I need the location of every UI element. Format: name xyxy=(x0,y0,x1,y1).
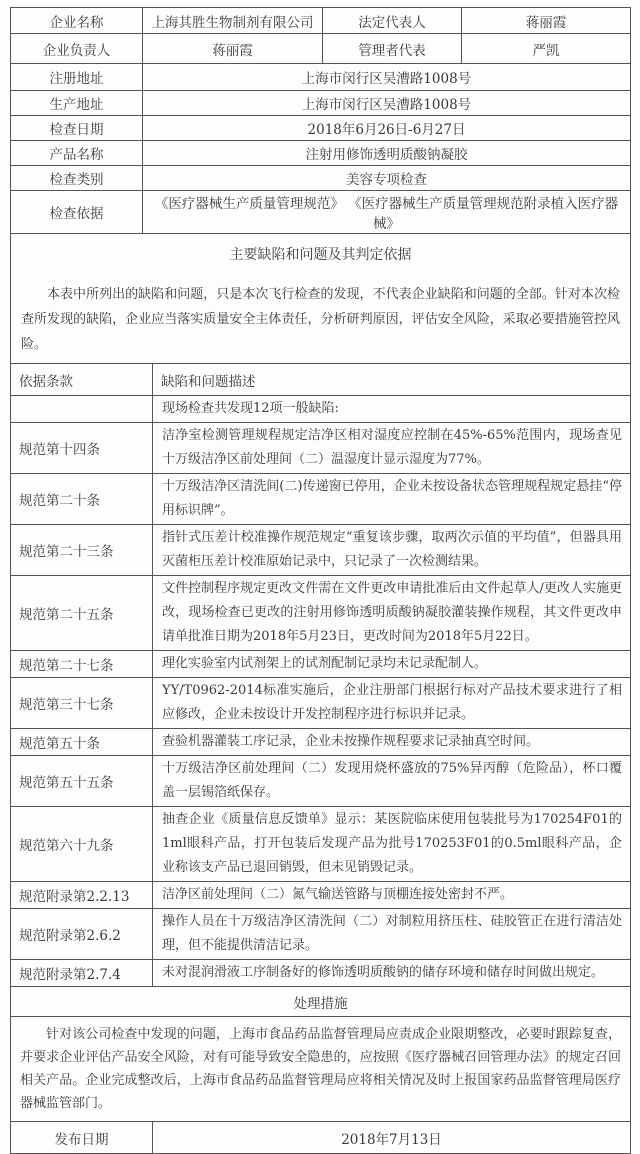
defects-summary: 现场检查共发现12项一般缺陷: xyxy=(153,396,631,423)
inspection-date-value: 2018年6月26日-6月27日 xyxy=(143,116,631,141)
enterprise-head-label: 企业负责人 xyxy=(11,34,143,64)
company-name-label: 企业名称 xyxy=(11,8,143,34)
description-cell: 文件控制程序规定更改文件需在文件更改申请批准后由文件起草人/更改人实施更改，现场检查已更改的注射用修饰透明质酸钠凝胶灌装操作规程，其文件更改申请单批准日期为2018年5月23日，更改时间为2018年5月22日。 xyxy=(153,576,631,651)
clause-column-header: 依据条款 xyxy=(11,364,153,396)
company-name-value: 上海其胜生物制剂有限公司 xyxy=(143,8,323,34)
table-row-defect xyxy=(11,423,631,474)
measures-paragraph: 针对该公司检查中发现的问题，上海市食品药品监督管理局应责成企业限期整改，必要时跟踪复查，并要求企业评估产品安全风险，对有可能导致安全隐患的，应按照《医疗器械召回管理办法》的规定召回相关产品。企业完成整改后，上海市食品药品监督管理局应将相关情况及时上报国家药品监督管理局医疗器械监管部门。 xyxy=(20,1027,621,1111)
release-date-value: 2018年7月13日 xyxy=(153,1122,631,1154)
description-column-header: 缺陷和问题描述 xyxy=(153,364,631,396)
table-row-inspection-type xyxy=(11,166,631,191)
table-row-defect xyxy=(11,576,631,651)
table-row-defect xyxy=(11,909,631,960)
inspection-basis-value: 《医疗器械生产质量管理规范》 《医疗器械生产质量管理规范附录植入医疗器械》 xyxy=(143,191,631,234)
clause-cell: 规范附录第2.6.2 xyxy=(11,909,153,960)
description-cell: 洁净室检测管理规程规定洁净区相对湿度应控制在45%-65%范围内，现场查见十万级洁净区前处理间（二）温湿度计显示湿度为77%。 xyxy=(153,423,631,474)
production-address-label: 生产地址 xyxy=(11,91,143,116)
table-row-defect xyxy=(11,882,631,909)
table-row-production-address xyxy=(11,91,631,116)
table-row-measures-body xyxy=(11,1017,631,1122)
registered-address-label: 注册地址 xyxy=(11,64,143,91)
table-row-inspection-date xyxy=(11,116,631,141)
inspection-basis-label: 检查依据 xyxy=(11,191,143,234)
description-cell: 抽查企业《质量信息反馈单》显示：某医院临床使用包装批号为170254F01的1ml眼科产品，打开包装后发现产品为批号170253F01的0.5ml眼科产品，企业称该支产品已退回销毁，但未见销毁记录。 xyxy=(153,807,631,882)
defects-intro-paragraph: 本表中所列出的缺陷和问题，只是本次飞行检查的发现，不代表企业缺陷和问题的全部。针对本次检查所发现的缺陷，企业应当落实质量安全主体责任，分析研判原因，评估安全风险，采取必要措施管控风险。 xyxy=(21,287,620,352)
clause-cell: 规范第十四条 xyxy=(11,423,153,474)
enterprise-head-value: 蒋丽霞 xyxy=(143,34,323,64)
description-cell: 十万级洁净区前处理间（二）发现用烧杯盛放的75%异丙醇（危险品），杯口覆盖一层锡箔纸保存。 xyxy=(153,756,631,807)
clause-cell: 规范第五十条 xyxy=(11,729,153,756)
table-row-company xyxy=(11,8,631,34)
table-row-defect xyxy=(11,807,631,882)
description-cell: 十万级洁净区清洗间(二)传递窗已停用，企业未按设备状态管理规程规定悬挂“停用标识牌”。 xyxy=(153,474,631,525)
clause-cell: 规范第五十五条 xyxy=(11,756,153,807)
table-row-defect xyxy=(11,960,631,987)
clause-cell: 规范第二十五条 xyxy=(11,576,153,651)
description-cell: 洁净区前处理间（二）氮气输送管路与顶棚连接处密封不严。 xyxy=(153,882,631,909)
description-cell: 理化实验室内试剂架上的试剂配制记录均未记录配制人。 xyxy=(153,651,631,678)
inspection-report-page xyxy=(0,7,640,1148)
defects-section-cell xyxy=(11,234,631,364)
clause-cell: 规范第二十七条 xyxy=(11,651,153,678)
table-row-defects-section xyxy=(11,234,631,364)
inspection-type-label: 检查类别 xyxy=(11,166,143,191)
table-row-responsible xyxy=(11,34,631,64)
release-date-label: 发布日期 xyxy=(11,1122,153,1154)
description-cell: 未对混润滑液工序制备好的修饰透明质酸钠的储存环境和储存时间做出规定。 xyxy=(153,960,631,987)
legal-rep-value: 蒋丽霞 xyxy=(462,8,631,34)
registered-address-value: 上海市闵行区吴漕路1008号 xyxy=(143,64,631,91)
inspection-report-table xyxy=(10,7,631,1154)
table-row-defects-header xyxy=(11,364,631,396)
table-row-registered-address xyxy=(11,64,631,91)
table-row-defect xyxy=(11,474,631,525)
table-row-measures-title xyxy=(11,987,631,1017)
table-row-defect xyxy=(11,756,631,807)
empty-clause-cell xyxy=(11,396,153,423)
table-row-product-name xyxy=(11,141,631,166)
table-row-inspection-basis xyxy=(11,191,631,234)
description-cell: 查验机器灌装工序记录，企业未按操作规程要求记录抽真空时间。 xyxy=(153,729,631,756)
clause-cell: 规范第三十七条 xyxy=(11,678,153,729)
table-row-defect xyxy=(11,651,631,678)
description-cell: 操作人员在十万级洁净区清洗间（二）对制粒用挤压柱、硅胶管正在进行清洁处理，但不能提供清洁记录。 xyxy=(153,909,631,960)
defects-section-title: 主要缺陷和问题及其判定依据 xyxy=(229,247,412,263)
legal-rep-label: 法定代表人 xyxy=(323,8,462,34)
description-cell: 指针式压差计校准操作规范规定“重复该步骤，取两次示值的平均值”，但器具用灭菌柜压差计校准原始记录中，只记录了一次检测结果。 xyxy=(153,525,631,576)
inspection-type-value: 美容专项检查 xyxy=(143,166,631,191)
table-row-defects-summary xyxy=(11,396,631,423)
inspection-date-label: 检查日期 xyxy=(11,116,143,141)
clause-cell: 规范第二十三条 xyxy=(11,525,153,576)
table-row-defect xyxy=(11,678,631,729)
table-row-defect xyxy=(11,525,631,576)
measures-body-cell xyxy=(11,1017,631,1122)
clause-cell: 规范附录第2.7.4 xyxy=(11,960,153,987)
product-name-value: 注射用修饰透明质酸钠凝胶 xyxy=(143,141,631,166)
clause-cell: 规范附录第2.2.13 xyxy=(11,882,153,909)
management-rep-value: 严凯 xyxy=(462,34,631,64)
table-row-release-date xyxy=(11,1122,631,1154)
product-name-label: 产品名称 xyxy=(11,141,143,166)
table-row-defect xyxy=(11,729,631,756)
measures-title: 处理措施 xyxy=(11,987,631,1017)
clause-cell: 规范第六十九条 xyxy=(11,807,153,882)
clause-cell: 规范第二十条 xyxy=(11,474,153,525)
production-address-value: 上海市闵行区吴漕路1008号 xyxy=(143,91,631,116)
description-cell: YY/T0962-2014标准实施后，企业注册部门根据行标对产品技术要求进行了相应修改，企业未按设计开发控制程序进行标识并记录。 xyxy=(153,678,631,729)
management-rep-label: 管理者代表 xyxy=(323,34,462,64)
